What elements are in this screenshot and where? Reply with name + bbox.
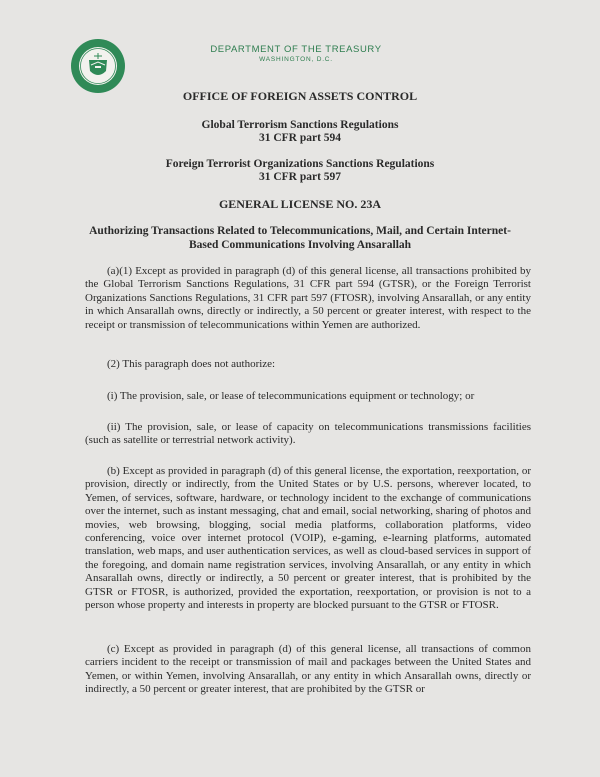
paragraph-a2-ii: (ii) The provision, sale, or lease of capacity on telecommunications transmissions facilities (such as satellite or terrestrial network activity). bbox=[85, 421, 531, 447]
regulation-1-name: Global Terrorism Sanctions Regulations bbox=[201, 119, 399, 131]
office-title: OFFICE OF FOREIGN ASSETS CONTROL bbox=[182, 89, 418, 103]
letterhead bbox=[192, 44, 400, 63]
department-location: WASHINGTON, D.C. bbox=[259, 56, 333, 63]
regulation-1-cfr: 31 CFR part 594 bbox=[258, 132, 342, 144]
paragraph-b: (b) Except as provided in paragraph (d) of this general license, the exportation, reexportation, or provision, directly or indirectly, from the United States or by U.S. persons, wherever located, to Yemen, of services, software, hardware, or technology incident to the exchange of communications over the internet, such as instant messaging, chat and email, social networking, sharing of photos and movies, web browsing, blogging, social media platforms, collaboration platforms, video conferencing, voice over internet protocol (VOIP), e-gaming, e-learning platforms, automated translation, web maps, and user authentication services, as well as cloud-based services in support of the foregoing, and domain name registration services, involving Ansarallah, or any entity in which Ansarallah owns, directly or indirectly, a 50 percent or greater interest, that is prohibited by the GTSR or FTOSR, is authorized, provided the exportation, reexportation, or provision is not to a person whose property and interests in property are blocked pursuant to the GTSR or FTOSR. bbox=[85, 465, 531, 612]
license-title: GENERAL LICENSE NO. 23A bbox=[218, 197, 382, 211]
department-name: DEPARTMENT OF THE TREASURY bbox=[210, 44, 382, 55]
paragraph-a2-i: (i) The provision, sale, or lease of telecommunications equipment or technology; or bbox=[107, 390, 475, 402]
regulation-2-cfr: 31 CFR part 597 bbox=[258, 171, 342, 183]
treasury-seal-icon bbox=[70, 38, 126, 94]
regulation-2-name: Foreign Terrorist Organizations Sanctions Regulations bbox=[165, 158, 435, 170]
paragraph-c: (c) Except as provided in paragraph (d) of this general license, all transactions of common carriers incident to the receipt or transmission of mail and packages between the United States and Yemen, or within Yemen, involving Ansarallah, or any entity in which Ansarallah owns, directly or indirectly, a 50 percent or greater interest, that are prohibited by the GTSR or bbox=[85, 643, 531, 696]
paragraph-a2: (2) This paragraph does not authorize: bbox=[107, 358, 276, 370]
license-heading: Authorizing Transactions Related to Telecommunications, Mail, and Certain Internet-Based Communications Involving Ansarallah bbox=[89, 225, 511, 251]
paragraph-a1: (a)(1) Except as provided in paragraph (d) of this general license, all transactions prohibited by the Global Terrorism Sanctions Regulations, 31 CFR part 594 (GTSR), or the Foreign Terrorist Organizations Sanctions Regulations, 31 CFR part 597 (FTOSR), involving Ansarallah, or any entity in which Ansarallah owns, directly or indirectly, a 50 percent or greater interest, with respect to the receipt or transmission of telecommunications within Yemen are authorized. bbox=[85, 265, 531, 331]
